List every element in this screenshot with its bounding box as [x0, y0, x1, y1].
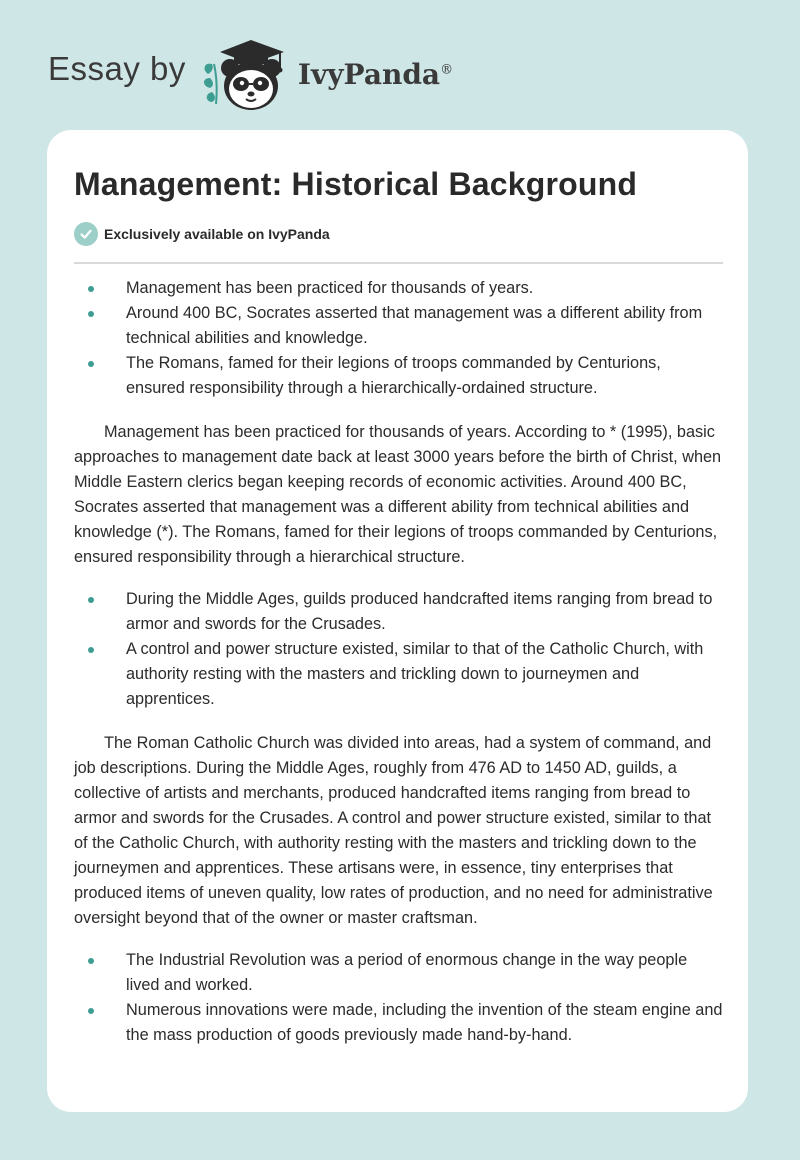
- essay-card: [47, 130, 748, 1112]
- bullet-list: [74, 948, 724, 1048]
- bullet-list: [74, 276, 724, 401]
- panda-logo-icon: [200, 32, 292, 114]
- paragraph: Management has been practiced for thousands of years. According to * (1995), basic approaches to management date back at least 3000 years before the birth of Christ, when Middle Eastern clerics began keeping records of economic activities. Around 400 BC, Socrates asserted that management was a different ability from technical abilities and knowledge (*). The Romans, famed for their legions of troops commanded by Centurions, ensured responsibility through a hierarchical structure.: [74, 423, 722, 566]
- list-item: A control and power structure existed, similar to that of the Catholic Church, with authority resting with the masters and trickling down to journeymen and apprentices.: [74, 637, 724, 712]
- badge-text: Exclusively available on IvyPanda: [104, 226, 330, 242]
- paragraph: The Roman Catholic Church was divided into areas, had a system of command, and job descriptions. During the Middle Ages, roughly from 476 AD to 1450 AD, guilds, a collective of artists and merchants, produced handcrafted items ranging from bread to armor and swords for the Crusades. A control and power structure existed, similar to that of the Catholic Church, with authority resting with the masters and trickling down to the journeymen and apprentices. These artisans were, in essence, tiny enterprises that produced items of uneven quality, low rates of production, and no need for administrative oversight beyond that of the owner or master craftsman.: [74, 734, 713, 927]
- list-item: Management has been practiced for thousands of years.: [74, 276, 724, 301]
- ivypanda-logo[interactable]: [200, 32, 453, 114]
- essay-body: [74, 276, 724, 1048]
- site-header: [48, 28, 748, 118]
- list-item: Numerous innovations were made, including the invention of the steam engine and the mass production of goods previously made hand-by-hand.: [74, 998, 724, 1048]
- exclusive-badge: [74, 222, 330, 246]
- bullet-list: [74, 587, 724, 712]
- list-item: Around 400 BC, Socrates asserted that management was a different ability from technical abilities and knowledge.: [74, 301, 724, 351]
- essay-by-label: Essay by: [48, 50, 186, 87]
- list-item: During the Middle Ages, guilds produced handcrafted items ranging from bread to armor and swords for the Crusades.: [74, 587, 724, 637]
- list-item: The Industrial Revolution was a period of enormous change in the way people lived and worked.: [74, 948, 724, 998]
- check-icon: [74, 222, 98, 246]
- list-item: The Romans, famed for their legions of troops commanded by Centurions, ensured responsibility through a hierarchically-ordained structure.: [74, 351, 724, 401]
- trademark-symbol: ®: [440, 62, 454, 78]
- page-title: Management: Historical Background: [74, 166, 638, 202]
- brand-name: IvyPanda®: [297, 57, 454, 91]
- title-divider: [74, 262, 723, 264]
